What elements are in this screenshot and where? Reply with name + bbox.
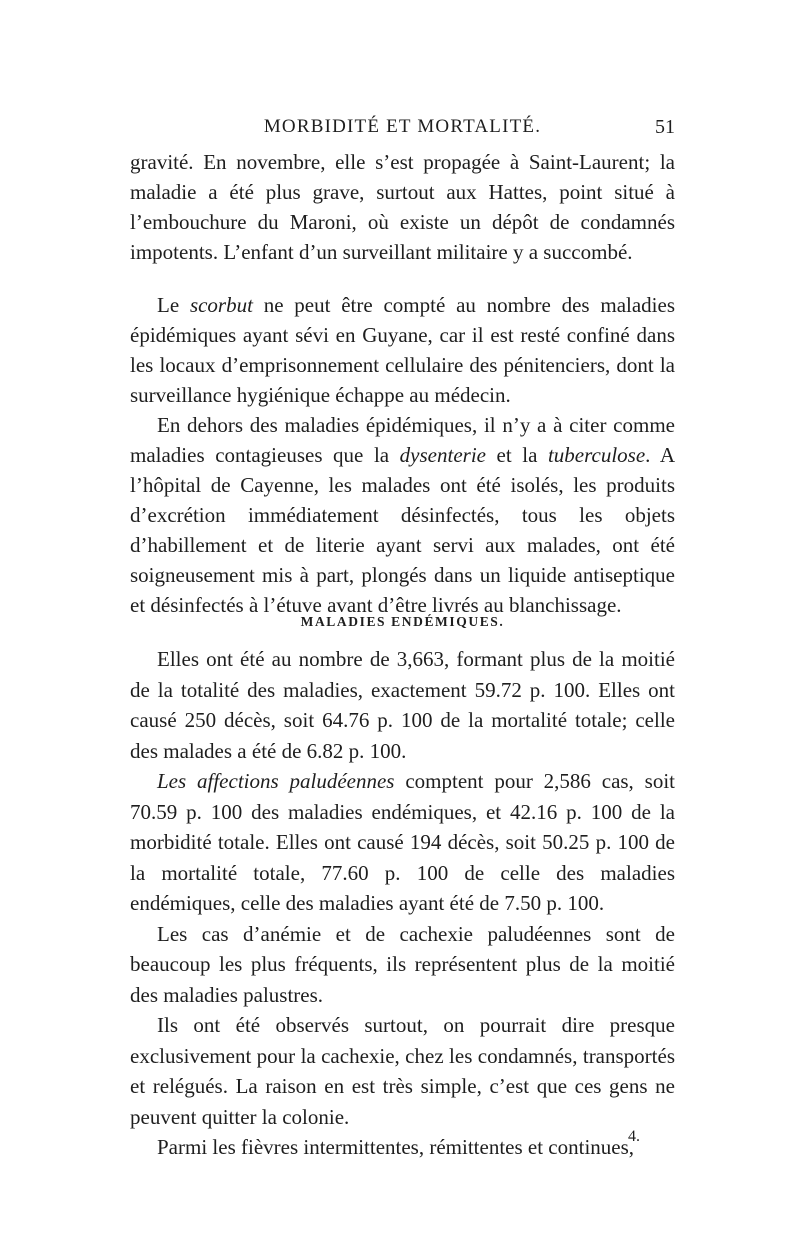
body-text-section-2 bbox=[130, 644, 675, 1163]
paragraph-gap bbox=[130, 267, 675, 290]
paragraph-scorbut bbox=[130, 290, 675, 410]
paragraph-anemie: Les cas d’anémie et de cachexie paludéennes sont de beaucoup les plus fréquents, ils représentent plus de la moitié des maladies palustres. bbox=[130, 921, 675, 1007]
signature-mark: 4. bbox=[628, 1128, 640, 1145]
text-run: et la bbox=[485, 443, 548, 467]
page-header bbox=[130, 116, 675, 142]
text-run: comptent pour 2,586 cas, soit 70.59 p. 100 des maladies endémiques, et 42.16 p. 100 de la morbidité totale. Elles ont causé 194 décès, soit 50.25 p. 100 de la mortalité totale, 77.60 p. 100 de celle des maladies endémiques, celle des maladies ayant été de 7.50 p. 100. bbox=[130, 769, 675, 915]
section-heading: MALADIES ENDÉMIQUES. bbox=[300, 614, 505, 629]
page-number: 51 bbox=[655, 116, 675, 138]
paragraph-fievres: Parmi les fièvres intermittentes, rémittentes et continues, bbox=[157, 1135, 635, 1159]
text-run: En dehors des maladies épidémiques, il n’y a à citer comme maladies contagieuses que la bbox=[130, 413, 675, 467]
paragraph-gravite: gravité. En novembre, elle s’est propagée à Saint-Laurent; la maladie a été plus grave, surtout aux Hattes, point situé à l’embouchure du Maroni, où existe un dépôt de condamnés impotents. L’enfant d’un surveillant militaire y a succombé. bbox=[130, 150, 675, 264]
text-run: Le bbox=[157, 293, 190, 317]
italic-term-dysenterie: dysenterie bbox=[399, 443, 486, 467]
italic-term-scorbut: scorbut bbox=[189, 293, 253, 317]
paragraph-affections bbox=[130, 766, 675, 919]
body-text-section-1 bbox=[130, 147, 675, 620]
paragraph-observes: Ils ont été observés surtout, on pourrait dire presque exclusivement pour la cachexie, chez les condamnés, transportés et relégués. La raison en est très simple, c’est que ces gens ne peuvent quitter la colonie. bbox=[130, 1013, 675, 1129]
text-run: . A l’hôpital de Cayenne, les malades ont été isolés, les produits d’excrétion immédiatement désinfectés, tous les objets d’habillement et de literie ayant servi aux malades, ont été soigneusement mis à part, plongés dans un liquide antiseptique et désinfectés à l’étuve avant d’être livrés au blanchissage. bbox=[130, 443, 675, 617]
paragraph-nombre: Elles ont été au nombre de 3,663, formant plus de la moitié de la totalité des maladies, exactement 59.72 p. 100. Elles ont causé 250 décès, soit 64.76 p. 100 de la mortalité totale; celle des malades a été de 6.82 p. 100. bbox=[130, 647, 675, 763]
text-run: ne peut être compté au nombre des maladies épidémiques ayant sévi en Guyane, car il est resté confiné dans les locaux d’emprisonnement cellulaire des pénitenciers, dont la surveillance hygiénique échappe au médecin. bbox=[130, 293, 676, 407]
italic-term-tuberculose: tuberculose bbox=[547, 443, 646, 467]
italic-term-affections: Les affections paludéennes bbox=[157, 769, 395, 793]
paragraph-contagieuses bbox=[130, 410, 675, 620]
running-title: MORBIDITÉ ET MORTALITÉ. bbox=[263, 116, 542, 137]
